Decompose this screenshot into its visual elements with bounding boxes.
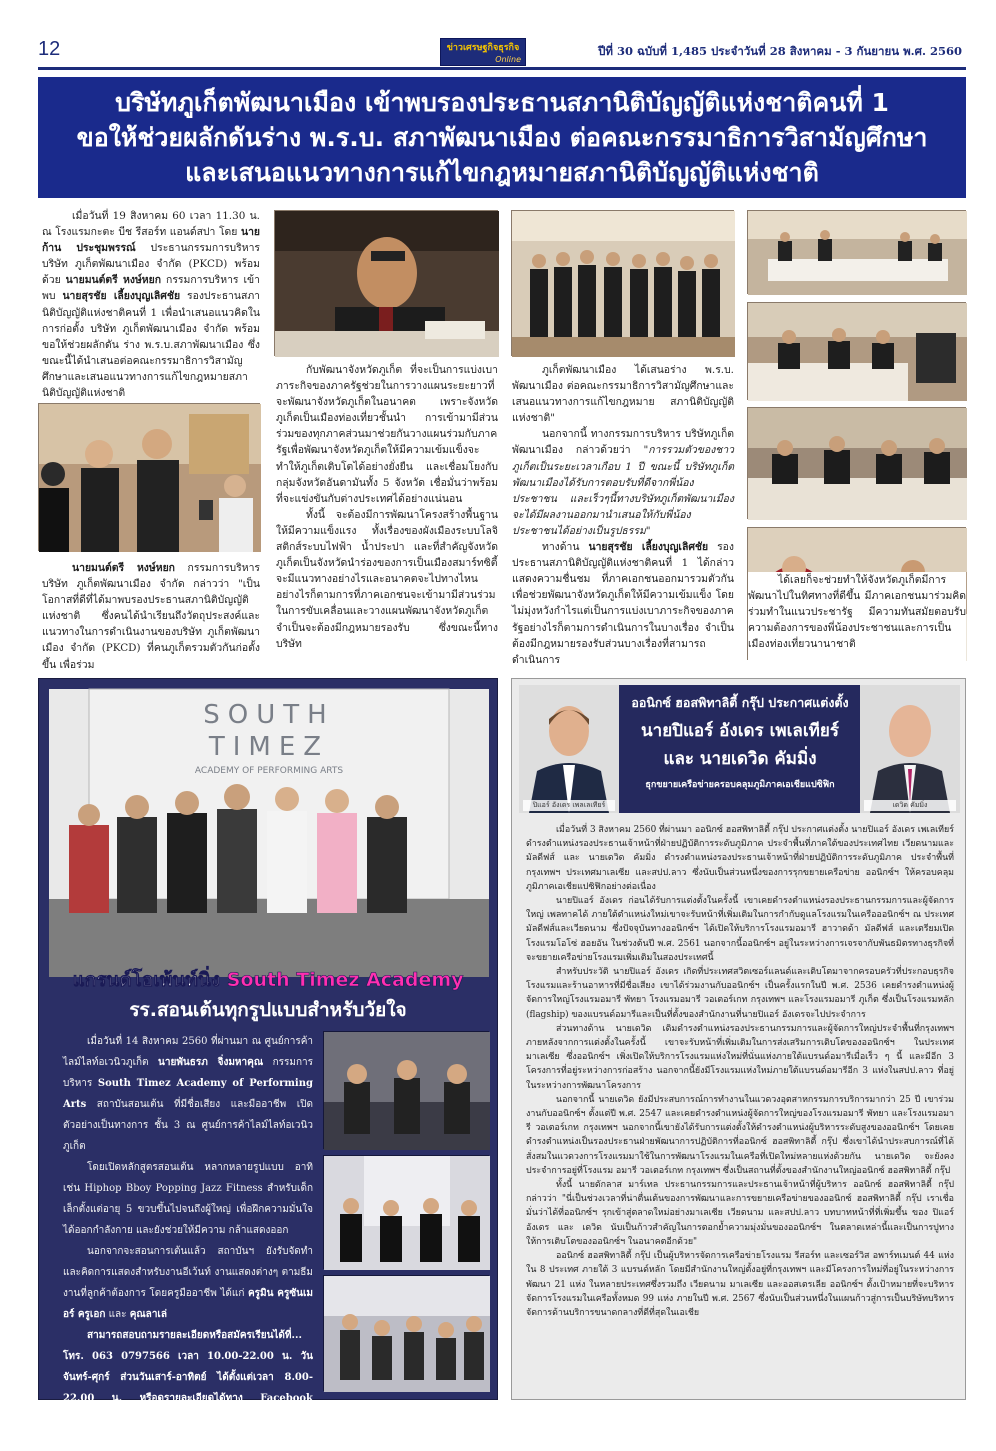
- photo-dance-1: [323, 1031, 489, 1149]
- issue-info: ปีที่ 30 ฉบับที่ 1,485 ประจำวันที่ 28 สิงหาคม - 3 กันยายน พ.ศ. 2560: [598, 44, 962, 58]
- caption-pierre: ปิแอร์ อังเดร เพลเลเทียร์: [523, 800, 615, 811]
- headline-banner: [38, 77, 966, 198]
- header-rule: [38, 67, 966, 70]
- caption-david: เดวิด คัมมิ่ง: [864, 800, 956, 811]
- onyx-headline-2: นายปิแอร์ อังเดร เพเลเทียร์: [641, 721, 839, 741]
- feature-title-1: แกรนด์โอเพ้นท์นิ่ง South Timez Academy: [72, 969, 464, 991]
- newspaper-logo: ข่าวเศรษฐกิจธุรกิจ Online: [440, 38, 526, 66]
- photo-grand-opening: [49, 689, 489, 977]
- photo-dance-2: [323, 1155, 489, 1269]
- photo-meeting-2: [747, 302, 966, 400]
- onyx-feature: [511, 678, 966, 1400]
- sign-timez: TIMEZ: [208, 732, 330, 762]
- feature-title-2: รร.สอนเต้นทุกรูปแบบสำหรับวัยใจ: [129, 999, 407, 1021]
- headline-line-2: ขอให้ช่วยผลักดันร่าง พ.ร.บ. สภาพัฒนาเมือง ต่อคณะกรรมาธิการวิสามัญศึกษา: [76, 123, 928, 152]
- onyx-headline-3: และ นายเดวิด คัมมิ่ง: [663, 749, 817, 769]
- article-col1-bottom: นายมนต์ตรี หงษ์หยก กรรมการบริหาร บริษัท ภูเก็ตพัฒนาเมือง จำกัด กล่าวว่า "เป็นโอกาสที่ดีที่ได้มาพบรองประธานสภานิติบัญญัติแห่งชาติ ซึ่งคนได้นำเรียนถึงวัตถุประสงค์และแนวทางในการดำเนินงานของบริษัท ภูเก็ตพัฒนาเมือง จำกัด (PKCD) ที่คนภูเก็ตรวมตัวกันก่อตั้งขึ้น เพื่อร่วม: [42, 562, 260, 671]
- south-timez-feature: [38, 678, 498, 1446]
- headline-line-1: บริษัทภูเก็ตพัฒนาเมือง เข้าพบรองประธานสภานิติบัญญัติแห่งชาติคนที่ 1: [115, 88, 889, 117]
- sign-south: SOUTH: [203, 700, 335, 730]
- onyx-header: [519, 685, 960, 813]
- page-header: [38, 36, 966, 68]
- onyx-headline-1: ออนิกซ์ ฮอสพิทาลิตี้ กรุ๊ป ประกาศแต่งตั้ง: [631, 695, 849, 710]
- portrait-pierre: [519, 685, 619, 813]
- article-col3: ภูเก็ตพัฒนาเมือง ได้เสนอร่าง พ.ร.บ. พัฒนาเมือง ต่อคณะกรรมาธิการวิสามัญศึกษาและเสนอแนวทางการแก้ไขกฎหมาย สภานิติบัญญัติแห่งชาติ" นอกจากนี้ ทางกรรมการบริหาร บริษัทภูเก็ตพัฒนาเมือง กล่าวด้วยว่า "การรวมตัวของชาวภูเก็ตเป็นระยะเวลาเกือบ 1 ปี ขณะนี้ บริษัทภูเก็ตพัฒนาเมืองได้รับการตอบรับที่ดีจากพี่น้องประชาชน และเร็วๆนี้ทางบริษัทภูเก็ตพัฒนาเมืองจะได้มีผลงานออกมานำเสนอให้กับพี่น้องประชาชนได้อย่างเป็นรูปธรรม" ทางด้าน นายสุรชัย เลี้ยงบุญเลิศชัย รองประธานสภานิติบัญญัติแห่งชาติคนที่ 1 ได้กล่าวแสดงความชื่นชม ที่ภาคเอกชนออกมารวมตัวกันเพื่อช่วยพัฒนาจังหวัดภูเก็ตให้มีความเข้มแข็ง โดยไม่มุ่งหวังกำไรแต่เป็นการแบ่งเบาภาระกิจของภาครัฐอย่างไรก็ตามการดำเนินการในบางเรื่อง จำเป็นต้องมีกฎหมายรองรับส่วนบางเรื่องที่สามารถดำเนินการ: [512, 364, 734, 666]
- photo-interview: [38, 403, 260, 551]
- photo-meeting-3: [747, 407, 966, 519]
- article-col2: กับพัฒนาจังหวัดภูเก็ต ที่จะเป็นการแบ่งเบาภาระกิจของภาครัฐช่วยในการวางแผนระยะยาวที่จะพัฒนาจังหวัดภูเก็ตในอนาคต เพราะจังหวัดภูเก็ตเป็นเมืองท่องเที่ยวชั้นนำ การเข้ามามีส่วนร่วมของทุกภาคส่วนมาช่วยกันวางแผนร่วมกับภาครัฐเพื่อพัฒนาจังหวัดภูเก็ตให้มีความเข้มแข็งจะทำให้ภูเก็ตเติบโตได้อย่างยั่งยืน และเชื่อมโยงกับกลุ่มจังหวัดอันดามันทั้ง 5 จังหวัด เชื่อมั่นว่าพร้อมที่จะแข่งขันกับต่างประเทศได้อย่างแน่นอน ทั้งนี้ จะต้องมีการพัฒนาโครงสร้างพื้นฐานให้มีความแข็งแรง ทั้งเรื่องของผังเมืองระบบโลจิสติกส์ระบบไฟฟ้า น้ำประปา และที่สำคัญจังหวัดภูเก็ตเป็นจังหวัดนำร่องของการเป็นเมืองสมาร์ทซิตี้จะมีแนวทางอย่างไรและอนาคตจะไปทางไหนอย่างไรก็ตามการที่ภาคเอกชนจะเข้ามามีส่วนร่วมในการขับเคลื่อนและวางแผนพัฒนาจังหวัดภูเก็ตจำเป็นจะต้องมีกฎหมายรองรับ ซึ่งขณะนี้ทางบริษัท: [276, 364, 498, 650]
- headline-line-3: และเสนอแนวทางการแก้ไขกฎหมายสภานิติบัญญัติแห่งชาติ: [185, 158, 819, 187]
- page-number: 12: [38, 38, 61, 60]
- article-col1-top: เมื่อวันที่ 19 สิงหาคม 60 เวลา 11.30 น. ณ โรงแรมกะตะ บีช รีสอร์ท แอนด์สปา โดย นายก้าน ประชุมพรรณ์ ประธานกรรมการบริหาร บริษัท ภูเก็ตพัฒนาเมือง จำกัด (PKCD) พร้อมด้วย นายมนต์ตรี หงษ์หยก กรรมการบริหาร เข้าพบ นายสุรชัย เลี้ยงบุญเลิศชัย รองประธานสภานิติบัญญัติแห่งชาติคนที่ 1 เพื่อนำเสนอแนวคิดในการก่อตั้ง บริษัท ภูเก็ตพัฒนาเมือง จำกัด พร้อมขอให้ช่วยผลักดัน ร่าง พ.ร.บ.สภาพัฒนาเมือง ซึ่งขณะนี้ได้นำเสนอต่อคณะกรรมาธิการวิสามัญศึกษาและเสนอแนวทางการแก้ไขกฎหมายสภานิติบัญญัติแห่งชาติ: [42, 210, 261, 400]
- article-col4: ได้เลยก็จะช่วยทำให้จังหวัดภูเก็ตมีการพัฒนาไปในทิศทางที่ดีขึ้น มีภาคเอกชนมาร่วมคิด ร่วมทำในแนวประชารัฐ มีความทันสมัยตอบรับความต้องการของพี่น้องประชาชนและการเป็นเมืองท่องเที่ยวนานาชาติ: [748, 572, 966, 676]
- feature-text: เมื่อวันที่ 14 สิงหาคม 2560 ที่ผ่านมา ณ ศูนย์การค้าไลม์ไลท์อเวนิวภูเก็ต นายพันธรภ จิ่งมหาคุณ กรรมการบริหาร South Timez Academy of Performing Arts สถาบันสอนเต้น ที่มีชื่อเสียง และมืออาชีพ เปิดตัวอย่างเป็นทางการ ชั้น 3 ณ ศูนย์การค้าไลม์ไลท์อเวนิวภูเก็ต โดยเปิดหลักสูตรสอนเต้น หลากหลายรูปแบบ อาทิเช่น Hiphop Bboy Popping Jazz Fitness สำหรับเด็กเล็กตั้งแต่อายุ 5 ขวบขึ้นไปจนถึงผู้ใหญ่ เพื่อฝึกความมั่นใจได้ออกกำลังกาย และยังช่วยให้มีความ กล้าแสดงออก นอกจากจะสอนการเต้นแล้ว สถาบันฯ ยังรับจัดทำ และคิดการแสดงสำหรับงานอีเว้นท์ งานแสดงต่างๆ ตามธีมงานที่ลูกค้าต้องการ โดยครูมืออาชีพ ได้แก่ ครูมิน ครูซันเมอร์ ครูเอก และ คุณลาเล่ สามารถสอบถามรายละเอียดหรือสมัครเรียนได้ที่... โทร. 063 0797566 เวลา 10.00-22.00 น. วันจันทร์-ศุกร์ ส่วนวันเสาร์-อาทิตย์ ได้ตั้งแต่เวลา 8.00-22.00 น. หรือดูรายละเอียดได้ทาง Facebook Fanpage : South Timez Academy of Performing Arts: [63, 1036, 314, 1446]
- onyx-body: เมื่อวันที่ 3 สิงหาคม 2560 ที่ผ่านมา ออนิกซ์ ฮอสพิทาลิตี้ กรุ๊ป ประกาศแต่งตั้ง นายปิแอร์ อังเดร เพเลเทียร์ ดำรงตำแหน่งรองประธานเจ้าหน้าที่ฝ่ายปฏิบัติการระดับภูมิภาค ประจำพื้นที่ภาคใต้ของประเทศไทย เวียดนามและมัลดีฟส์ และ นายเดวิด คัมมิ่ง ดำรงตำแหน่งรองประธานเจ้าหน้าที่ฝ่ายปฏิบัติการระดับภูมิภาค ประจำพื้นที่กรุงเทพฯ ประเทศมาเลเซีย และสปป.ลาว ซึ่งนับเป็นส่วนหนึ่งของการรุกขยายเครือข่าย ออนิกซ์ฯ ให้ครอบคลุมภูมิภาคเอเชียแปซิฟิกอย่างต่อเนื่อง นายปิแอร์ อังเดร ก่อนได้รับการแต่งตั้งในครั้งนี้ เขาเคยดำรงตำแหน่งรองประธานกรรมการและผู้จัดการใหญ่ เพลทาคได้ ภายใต้ตำแหน่งใหม่เขาจะรับหน้าที่เพิ่มเติมในการกำกับดูแลโรงแรมในเครือออนิกซ์ฯ ณ ประเทศมัลดีฟส์และเวียดนาม ซึ่งปัจจุบันทางออนิกซ์ฯ ได้เปิดให้บริการโรงแรมอมารี ฮาวาดด้า มัลดีฟส์ และเตรียมเปิดโรงแรมโอโซ่ ฮอยอัน ในช่วงต้นปี พ.ศ. 2561 นอกจากนี้ออนิกซ์ฯ อยู่ในระหว่างการเจรจากับพันธมิตรทางธุรกิจที่จะขยายเครือข่ายโรงแรมเพิ่มเติมในสองประเทศนี้ สำหรับประวัติ นายปิแอร์ อังเดร เกิดที่ประเทศสวิตเซอร์แลนด์และเติบโตมาจากครอบครัวที่ประกอบธุรกิจโรงแรมและร้านอาหารที่มีชื่อเสียง เขาได้ร่วมงานกับออนิกซ์ฯ เป็นครั้งแรกในปี พ.ศ. 2536 เคยดำรงตำแหน่งผู้จัดการใหญ่โรงแรมอมารี พัทยา โรงแรมอมารี วอเตอร์เกท กรุงเทพฯ และโรงแรมอมารี ภูเก็ต ซึ่งเป็นโรงแรมหลัก (flagship) ของแบรนด์อมารีและเป็นที่ตั้งของสำนักงานที่นายปิแอร์ อังเดรจะไปประจำการ ส่วนทางด้าน นายเดวิด เดิมดำรงตำแหน่งรองประธานกรรมการและผู้จัดการใหญ่ประจำพื้นที่กรุงเทพฯ ภายหลังจากการแต่งตั้งในครั้งนี้ เขาจะรับหน้าที่เพิ่มเติมในการส่งเสริมการเติบโตของออนิกซ์ฯ ในประเทศมาเลเซีย ซึ่งออนิกซ์ฯ เพิ่งเปิดให้บริการโรงแรมแห่งใหม่ที่นั่นแห่งภายใต้แบรนด์อมารีเมื่อเร็ว ๆ นี้ และมีอีก 3 โครงการที่อยู่ระหว่างการก่อสร้าง นอกจากนี้ยังมีโรงแรมแห่งใหม่ภายใต้แบรนด์อมารีอีก 3 แห่งในสปป.ลาว ที่อยู่ในระหว่างการพัฒนาโครงการ นอกจากนี้ นายเดวิด ยังมีประสบการณ์การทำงานในแวดวงอุตสาหกรรมการบริการมากว่า 25 ปี เขาร่วมงานกับออนิกซ์ฯ ตั้งแต่ปี พ.ศ. 2547 และเคยดำรงตำแหน่งผู้จัดการใหญ่ของโรงแรมอมารี พัทยา และโรงแรมอมารี วอเตอร์เกท กรุงเทพฯ นอกจากนี้เขายังได้รับการแต่งตั้งให้ดำรงตำแหน่งผู้บริหารระดับสูงของออนิกซ์ฯ โดยเคยดำรงตำแหน่งเป็นรองประธานฝ่ายพัฒนาการปฏิบัติการที่ออนิกซ์ ฮอสพิทาลิตี้ กรุ๊ป ซึ่งเขาได้นำประสบการณ์ที่ได้สั่งสมในแวดวงการโรงแรมมาใช้ในการพัฒนาโรงแรมในเครือที่เปิดใหม่หลายแห่งด้วยกัน นายเดวิด จะยังคงประจำการอยู่ที่โรงแรม อมารี วอเตอร์เกท กรุงเทพฯ ซึ่งเป็นสถานที่ตั้งของสำนักงานใหญ่ออนิกซ์ ฮอสพิทาลิตี้ กรุ๊ป ทั้งนี้ นายดักลาส มาร์เทล ประธานกรรมการและประธานเจ้าหน้าที่ผู้บริหาร ออนิกซ์ ฮอสพิทาลิตี้ กรุ๊ป กล่าวว่า "นี่เป็นช่วงเวลาที่น่าตื่นเต้นของการพัฒนาและการขยายเครือข่ายของออนิกซ์ ฮอสพิทาลิตี้ กรุ๊ป เราเชื่อมั่นว่าได้ที่ออนิกซ์ฯ รุกเข้าสู่ตลาดใหม่อย่างมาเลเซีย เวียดนาม และสปป.ลาว บทบาทหน้าที่ที่เพิ่มขึ้น ของ ปิแอร์ อังเดร และ เดวิด นับเป็นก้าวสำคัญในการตอกย้ำความมุ่งมั่นของออนิกซ์ฯ ในตลาดเหล่านี้และเป็นการปูทางให้การเติบโตของออนิกซ์ฯ ในอนาคตอีกด้วย" ออนิกซ์ ฮอสพิทาลิตี้ กรุ๊ป เป็นผู้บริหารจัดการเครือข่ายโรงแรม รีสอร์ท และเซอร์วิส อพาร์ทเมนต์ 44 แห่ง ใน 8 ประเทศ ภายใต้ 3 แบรนด์หลัก โดยมีสำนักงานใหญ่ตั้งอยู่ที่กรุงเทพฯ และมีโครงการใหม่ที่อยู่ในระหว่างการพัฒนา 21 แห่ง ในหลายประเทศซึ่งรวมถึง เวียดนาม มาเลเซีย และออสเตรเลีย ออนิกซ์ฯ ตั้งเป้าหมายที่จะบริหารจัดการโรงแรมในเครือทั้งหมด 99 แห่ง ภายในปี พ.ศ. 2567 ซึ่งนับเป็นส่วนหนึ่งในแผนก้าวสู่การเป็นบริษัทบริหารจัดการด้านบริการขนาดกลางที่ดีที่สุดในเอเชีย: [526, 825, 954, 1318]
- photo-official: [274, 210, 498, 356]
- photo-dance-3: [323, 1275, 489, 1391]
- photo-group: [511, 210, 734, 356]
- onyx-headline-4: ธุกขยายเครือข่ายครอบคลุมภูมิภาคเอเชียแปซิฟิก: [645, 780, 835, 790]
- sign-academy: ACADEMY OF PERFORMING ARTS: [194, 766, 344, 776]
- photo-meeting-1: [747, 210, 966, 294]
- portrait-david: [860, 685, 960, 813]
